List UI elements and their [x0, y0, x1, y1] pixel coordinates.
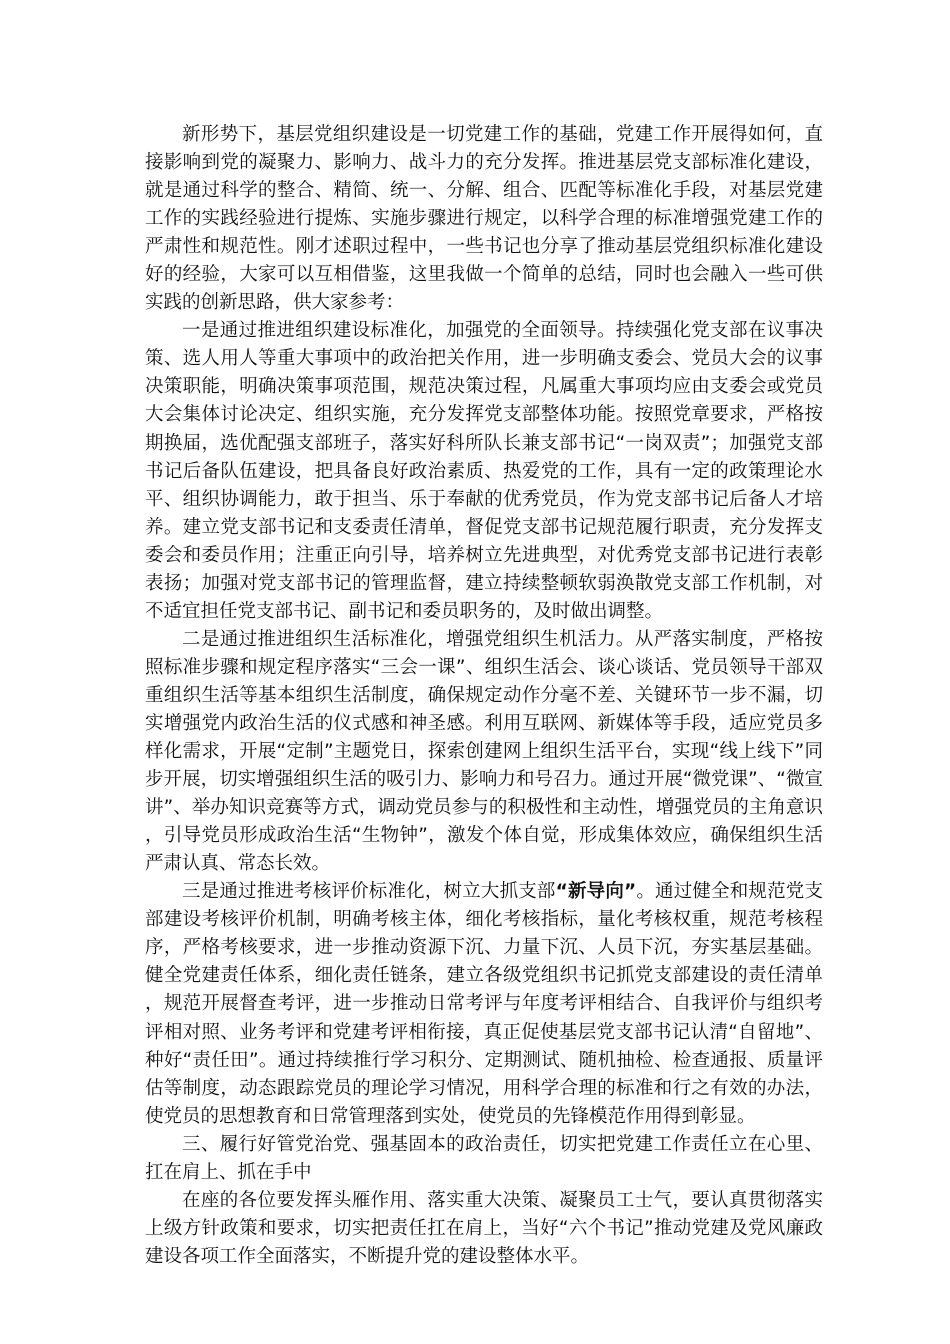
paragraph-point-3-lead: 三是通过推进考核评价标准化，树立大抓支部	[182, 881, 556, 903]
paragraph-closing: 在座的各位要发挥头雁作用、落实重大决策、凝聚员工士气，要认真贯彻落实上级方针政策和要求，切实把责任扛在肩上，当好“六个书记”推动党建及党风廉政建设各项工作全面落实，不断提升党的建设整体水平。	[145, 1189, 823, 1267]
section-heading-3: 三、履行好管党治党、强基固本的政治责任，切实把党建工作责任立在心里、扛在肩上、抓在手中	[145, 1133, 823, 1183]
document-body	[145, 121, 823, 1271]
paragraph-point-3	[145, 878, 823, 1130]
paragraph-point-2: 二是通过推进组织生活标准化，增强党组织生机活力。从严落实制度，严格按照标准步骤和规定程序落实“三会一课”、组织生活会、谈心谈话、党员领导干部双重组织生活等基本组织生活制度，确保规定动作分毫不差、关键环节一步不漏，切实增强党内政治生活的仪式感和神圣感。利用互联网、新媒体等手段，适应党员多样化需求，开展“定制”主题党日，探索创建网上组织生活平台，实现“线上线下”同步开展，切实增强组织生活的吸引力、影响力和号召力。通过开展“微党课”、“微宣讲”、举办知识竞赛等方式，调动党员参与的积极性和主动性，增强党员的主角意识，引导党员形成政治生活“生物钟”，激发个体自觉，形成集体效应，确保组织生活严肃认真、常态长效。	[145, 628, 823, 875]
paragraph-intro: 新形势下，基层党组织建设是一切党建工作的基础，党建工作开展得如何，直接影响到党的凝聚力、影响力、战斗力的充分发挥。推进基层党支部标准化建设，就是通过科学的整合、精简、统一、分解、组合、匹配等标准化手段，对基层党建工作的实践经验进行提炼、实施步骤进行规定，以科学合理的标准增强党建工作的严肃性和规范性。刚才述职过程中，一些书记也分享了推动基层党组织标准化建设好的经验，大家可以互相借鉴，这里我做一个简单的总结，同时也会融入一些可供实践的创新思路，供大家参考：	[145, 124, 823, 314]
paragraph-point-3-emphasis: “新导向”	[555, 881, 637, 903]
paragraph-point-1: 一是通过推进组织建设标准化，加强党的全面领导。持续强化党支部在议事决策、选人用人等重大事项中的政治把关作用，进一步明确支委会、党员大会的议事决策职能，明确决策事项范围，规范决策过程，凡属重大事项均应由支委会或党员大会集体讨论决定、组织实施，充分发挥党支部整体功能。按照党章要求，严格按期换届，选优配强支部班子，落实好科所队长兼支部书记“一岗双责”；加强党支部书记后备队伍建设，把具备良好政治素质、热爱党的工作，具有一定的政策理论水平、组织协调能力，敢于担当、乐于奉献的优秀党员，作为党支部书记后备人才培养。建立党支部书记和支委责任清单，督促党支部书记规范履行职责，充分发挥支委会和委员作用；注重正向引导，培养树立先进典型，对优秀党支部书记进行表彰表扬；加强对党支部书记的管理监督，建立持续整顿软弱涣散党支部工作机制，对不适宜担任党支部书记、副书记和委员职务的，及时做出调整。	[145, 320, 823, 622]
paragraph-point-3-rest: 。通过健全和规范党支部建设考核评价机制，明确考核主体，细化考核指标，量化考核权重，规范考核程序，严格考核要求，进一步推动资源下沉、力量下沉、人员下沉，夯实基层基础。健全党建责任体系，细化责任链条，建立各级党组织书记抓党支部建设的责任清单，规范开展督查考评，进一步推动日常考评与年度考评相结合、自我评价与组织考评相对照、业务考评和党建考评相衔接，真正促使基层党支部书记认清“自留地”、种好“责任田”。通过持续推行学习积分、定期测试、随机抽检、检查通报、质量评估等制度，动态跟踪党员的理论学习情况，用科学合理的标准和行之有效的办法，使党员的思想教育和日常管理落到实处，使党员的先锋模范作用得到彰显。	[145, 881, 823, 1127]
